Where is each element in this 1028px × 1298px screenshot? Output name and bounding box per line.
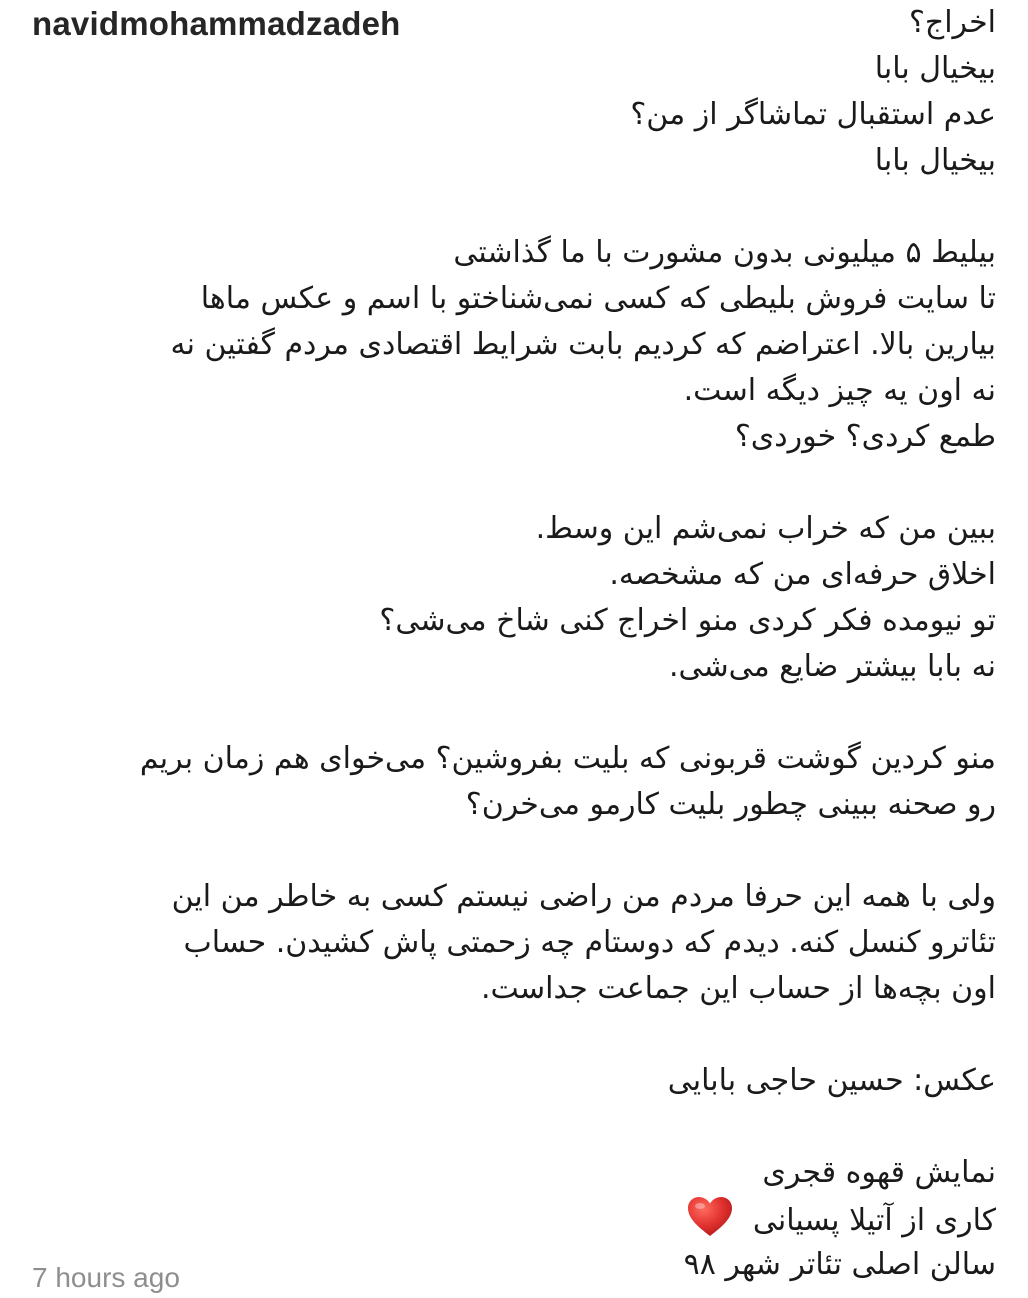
caption-line-with-heart [26, 1196, 996, 1242]
paragraph-gap [26, 1012, 996, 1058]
caption-line: تا سایت فروش بلیطی که کسی نمی‌شناختو با اسم و عکس ماها [200, 281, 996, 316]
caption-line: ولی با همه این حرفا مردم من راضی نیستم کسی به خاطر من این [171, 879, 996, 914]
caption-line: اون بچه‌ها از حساب این جماعت جداست. [480, 971, 996, 1006]
caption-line: نه اون یه چیز دیگه است. [683, 373, 996, 408]
caption-line: تو نیومده فکر کردی منو اخراج کنی شاخ می‌شی؟ [379, 603, 996, 638]
paragraph-gap [26, 690, 996, 736]
caption-line: سالن اصلی تئاتر شهر ۹۸ [683, 1247, 996, 1282]
caption-line: منو کردین گوشت قربونی که بلیت بفروشین؟ می‌خوای هم زمان بریم [139, 741, 996, 776]
paragraph-gap [26, 1104, 996, 1150]
caption-line: بیخیال بابا [874, 143, 996, 178]
post-username[interactable]: navidmohammadzadeh [32, 5, 401, 42]
paragraph-gap [26, 460, 996, 506]
caption-line: اخلاق حرفه‌ای من که مشخصه. [609, 557, 996, 592]
post-caption [26, 0, 996, 1288]
red-heart-icon [687, 1196, 733, 1238]
caption-line: بیخیال بابا [874, 51, 996, 86]
caption-line: بیلیط ۵ میلیونی بدون مشورت با ما گذاشتی [453, 235, 996, 270]
caption-line: اخراج؟ [908, 5, 996, 40]
paragraph-gap [26, 828, 996, 874]
caption-line: تئاترو کنسل کنه. دیدم که دوستام چه زحمتی پاش کشیدن. حساب [183, 925, 996, 960]
caption-line: نه بابا بیشتر ضایع می‌شی. [668, 649, 996, 684]
caption-line: بیارین بالا. اعتراضم که کردیم بابت شرایط اقتصادی مردم گفتین نه [170, 327, 996, 362]
caption-line: عکس: حسین حاجی بابایی [667, 1063, 996, 1098]
caption-line: ببین من که خراب نمی‌شم این وسط. [535, 511, 996, 546]
caption-line: عدم استقبال تماشاگر از من؟ [630, 97, 996, 132]
caption-line: نمایش قهوه قجری [762, 1155, 996, 1190]
paragraph-gap [26, 184, 996, 230]
caption-line: رو صحنه ببینی چطور بلیت کارمو می‌خرن؟ [465, 787, 996, 822]
caption-line-text: کاری از آتیلا پسیانی [752, 1203, 996, 1238]
caption-line: طمع کردی؟ خوردی؟ [734, 419, 996, 454]
post-timestamp: 7 hours ago [32, 1262, 180, 1293]
